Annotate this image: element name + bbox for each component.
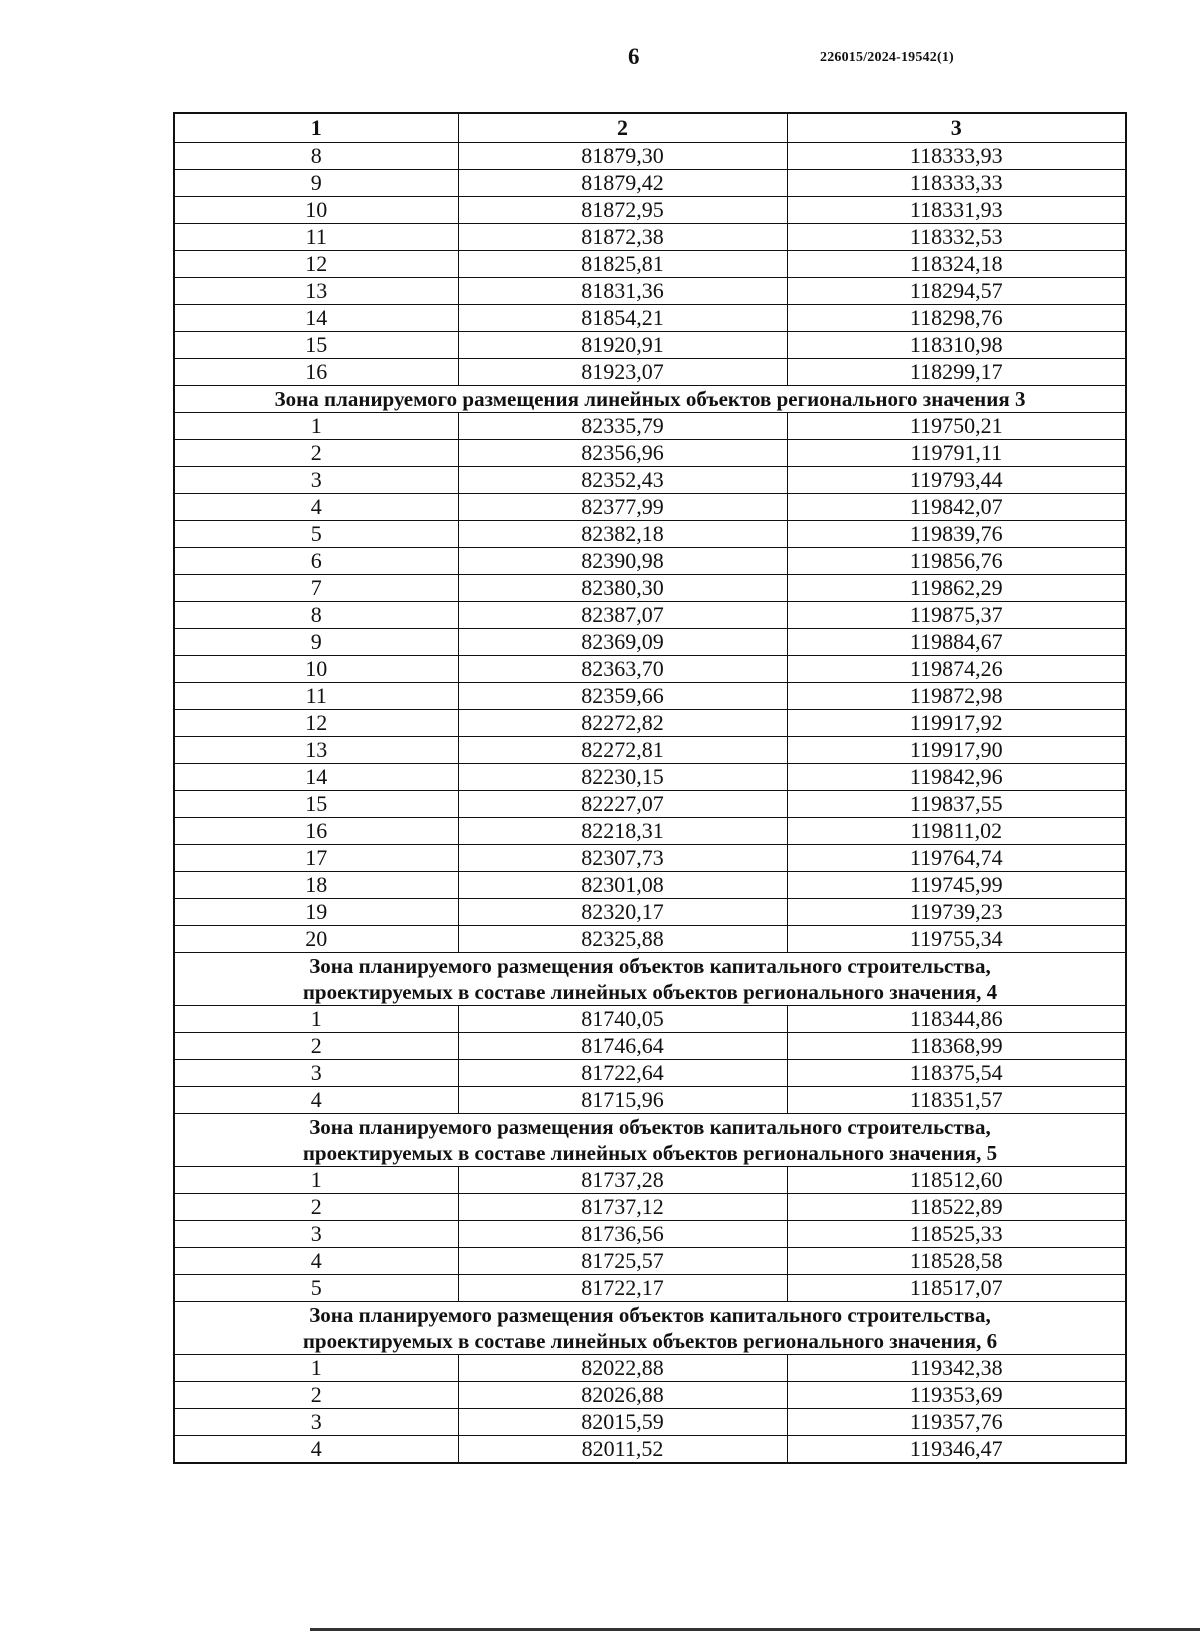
table-row: [174, 1167, 1126, 1194]
y-coordinate-cell: 118522,89: [787, 1194, 1126, 1221]
table-row: [174, 1194, 1126, 1221]
x-coordinate-cell: 82335,79: [458, 413, 787, 440]
x-coordinate-cell: 81923,07: [458, 359, 787, 386]
x-coordinate-cell: 81737,28: [458, 1167, 787, 1194]
x-coordinate-cell: 81725,57: [458, 1248, 787, 1275]
y-coordinate-cell: 119837,55: [787, 791, 1126, 818]
table-row: [174, 1355, 1126, 1382]
table-row: [174, 1248, 1126, 1275]
x-coordinate-cell: 82325,88: [458, 926, 787, 953]
y-coordinate-cell: 119917,92: [787, 710, 1126, 737]
table-row: [174, 1275, 1126, 1302]
document-id: 226015/2024-19542(1): [820, 50, 954, 65]
table-row: [174, 440, 1126, 467]
x-coordinate-cell: 81740,05: [458, 1006, 787, 1033]
zone-6-title: [174, 1302, 1126, 1355]
y-coordinate-cell: 119755,34: [787, 926, 1126, 953]
zone-4-title-line1: Зона планируемого размещения объектов капитального строительства,: [309, 954, 991, 978]
zone-title-row: [174, 386, 1126, 413]
zone-5-section: [174, 1114, 1126, 1167]
y-coordinate-cell: 119791,11: [787, 440, 1126, 467]
table-row: [174, 1033, 1126, 1060]
y-coordinate-cell: 119842,96: [787, 764, 1126, 791]
zone-6-section: [174, 1302, 1126, 1355]
point-number-cell: 1: [174, 1006, 458, 1033]
x-coordinate-cell: 82230,15: [458, 764, 787, 791]
zone-5-title-line1: Зона планируемого размещения объектов капитального строительства,: [309, 1115, 991, 1139]
x-coordinate-cell: 82301,08: [458, 872, 787, 899]
point-number-cell: 8: [174, 143, 458, 170]
scan-edge-line: [310, 1628, 1200, 1631]
point-number-cell: 19: [174, 899, 458, 926]
y-coordinate-cell: 119342,38: [787, 1355, 1126, 1382]
x-coordinate-cell: 81872,95: [458, 197, 787, 224]
zone-3-section: [174, 386, 1126, 413]
table-row: [174, 143, 1126, 170]
point-number-cell: 3: [174, 1221, 458, 1248]
point-number-cell: 12: [174, 251, 458, 278]
point-number-cell: 15: [174, 791, 458, 818]
point-number-cell: 2: [174, 1382, 458, 1409]
y-coordinate-cell: 118333,33: [787, 170, 1126, 197]
table-row: [174, 764, 1126, 791]
zone-6-title-line2: проектируемых в составе линейных объектов регионального значения, 6: [302, 1329, 998, 1353]
x-coordinate-cell: 82382,18: [458, 521, 787, 548]
table-row: [174, 197, 1126, 224]
zone-4-title-line2: проектируемых в составе линейных объектов регионального значения, 4: [302, 980, 998, 1004]
y-coordinate-cell: 119875,37: [787, 602, 1126, 629]
zone-4-title: [174, 953, 1126, 1006]
zone-6-title-line1: Зона планируемого размещения объектов капитального строительства,: [309, 1303, 991, 1327]
y-coordinate-cell: 119917,90: [787, 737, 1126, 764]
y-coordinate-cell: 119856,76: [787, 548, 1126, 575]
table-row: [174, 1221, 1126, 1248]
y-coordinate-cell: 119884,67: [787, 629, 1126, 656]
table-row: [174, 251, 1126, 278]
zone-3-title: Зона планируемого размещения линейных объектов регионального значения 3: [174, 386, 1126, 413]
x-coordinate-cell: 81715,96: [458, 1087, 787, 1114]
table-row: [174, 872, 1126, 899]
y-coordinate-cell: 118517,07: [787, 1275, 1126, 1302]
x-coordinate-cell: 82380,30: [458, 575, 787, 602]
point-number-cell: 2: [174, 1194, 458, 1221]
table-row: [174, 413, 1126, 440]
x-coordinate-cell: 81879,42: [458, 170, 787, 197]
table-row: [174, 170, 1126, 197]
y-coordinate-cell: 119811,02: [787, 818, 1126, 845]
table-row: [174, 683, 1126, 710]
point-number-cell: 9: [174, 170, 458, 197]
table-header-row: [174, 113, 1126, 143]
point-number-cell: 2: [174, 440, 458, 467]
x-coordinate-cell: 82377,99: [458, 494, 787, 521]
point-number-cell: 5: [174, 521, 458, 548]
page-number: 6: [628, 44, 640, 69]
zone-6-rows: [174, 1355, 1126, 1464]
point-number-cell: 6: [174, 548, 458, 575]
x-coordinate-cell: 82387,07: [458, 602, 787, 629]
point-number-cell: 14: [174, 764, 458, 791]
table-row: [174, 1436, 1126, 1464]
point-number-cell: 1: [174, 1355, 458, 1382]
table-row: [174, 1382, 1126, 1409]
point-number-cell: 1: [174, 1167, 458, 1194]
y-coordinate-cell: 118294,57: [787, 278, 1126, 305]
x-coordinate-cell: 81920,91: [458, 332, 787, 359]
y-coordinate-cell: 119839,76: [787, 521, 1126, 548]
point-number-cell: 17: [174, 845, 458, 872]
column-header-3: 3: [787, 113, 1126, 143]
y-coordinate-cell: 119346,47: [787, 1436, 1126, 1464]
column-header-2: 2: [458, 113, 787, 143]
point-number-cell: 10: [174, 656, 458, 683]
table-row: [174, 899, 1126, 926]
x-coordinate-cell: 82363,70: [458, 656, 787, 683]
x-coordinate-cell: 81872,38: [458, 224, 787, 251]
table-row: [174, 1087, 1126, 1114]
y-coordinate-cell: 119764,74: [787, 845, 1126, 872]
y-coordinate-cell: 119874,26: [787, 656, 1126, 683]
x-coordinate-cell: 81722,17: [458, 1275, 787, 1302]
y-coordinate-cell: 118512,60: [787, 1167, 1126, 1194]
zone-3-rows: [174, 413, 1126, 953]
table-row: [174, 305, 1126, 332]
y-coordinate-cell: 119357,76: [787, 1409, 1126, 1436]
table-row: [174, 1060, 1126, 1087]
y-coordinate-cell: 119353,69: [787, 1382, 1126, 1409]
x-coordinate-cell: 82022,88: [458, 1355, 787, 1382]
point-number-cell: 3: [174, 467, 458, 494]
y-coordinate-cell: 118332,53: [787, 224, 1126, 251]
y-coordinate-cell: 118525,33: [787, 1221, 1126, 1248]
table-row: [174, 521, 1126, 548]
table-row: [174, 575, 1126, 602]
x-coordinate-cell: 81737,12: [458, 1194, 787, 1221]
table-row: [174, 494, 1126, 521]
zone-title-row: [174, 953, 1126, 1006]
point-number-cell: 11: [174, 683, 458, 710]
x-coordinate-cell: 81854,21: [458, 305, 787, 332]
x-coordinate-cell: 82218,31: [458, 818, 787, 845]
point-number-cell: 7: [174, 575, 458, 602]
column-header-1: 1: [174, 113, 458, 143]
x-coordinate-cell: 81746,64: [458, 1033, 787, 1060]
table-row: [174, 467, 1126, 494]
y-coordinate-cell: 119793,44: [787, 467, 1126, 494]
x-coordinate-cell: 82369,09: [458, 629, 787, 656]
x-coordinate-cell: 82356,96: [458, 440, 787, 467]
y-coordinate-cell: 118528,58: [787, 1248, 1126, 1275]
table-row: [174, 224, 1126, 251]
point-number-cell: 1: [174, 413, 458, 440]
x-coordinate-cell: 82272,82: [458, 710, 787, 737]
point-number-cell: 16: [174, 818, 458, 845]
point-number-cell: 4: [174, 1436, 458, 1464]
y-coordinate-cell: 119750,21: [787, 413, 1126, 440]
y-coordinate-cell: 119872,98: [787, 683, 1126, 710]
y-coordinate-cell: 119745,99: [787, 872, 1126, 899]
zone-5-title-line2: проектируемых в составе линейных объектов регионального значения, 5: [302, 1141, 998, 1165]
table-row: [174, 1006, 1126, 1033]
x-coordinate-cell: 82320,17: [458, 899, 787, 926]
y-coordinate-cell: 118324,18: [787, 251, 1126, 278]
zone-title-row: [174, 1114, 1126, 1167]
x-coordinate-cell: 82307,73: [458, 845, 787, 872]
x-coordinate-cell: 82359,66: [458, 683, 787, 710]
x-coordinate-cell: 82015,59: [458, 1409, 787, 1436]
table-row: [174, 926, 1126, 953]
point-number-cell: 5: [174, 1275, 458, 1302]
table-row: [174, 359, 1126, 386]
point-number-cell: 13: [174, 737, 458, 764]
x-coordinate-cell: 82272,81: [458, 737, 787, 764]
point-number-cell: 10: [174, 197, 458, 224]
table-row: [174, 710, 1126, 737]
point-number-cell: 18: [174, 872, 458, 899]
point-number-cell: 11: [174, 224, 458, 251]
point-number-cell: 4: [174, 1087, 458, 1114]
y-coordinate-cell: 118333,93: [787, 143, 1126, 170]
table-row: [174, 548, 1126, 575]
point-number-cell: 3: [174, 1409, 458, 1436]
zone-5-title: [174, 1114, 1126, 1167]
table-row: [174, 656, 1126, 683]
y-coordinate-cell: 119862,29: [787, 575, 1126, 602]
point-number-cell: 13: [174, 278, 458, 305]
table-row: [174, 845, 1126, 872]
point-number-cell: 14: [174, 305, 458, 332]
table-row: [174, 602, 1126, 629]
x-coordinate-cell: 81736,56: [458, 1221, 787, 1248]
y-coordinate-cell: 118344,86: [787, 1006, 1126, 1033]
table-row: [174, 629, 1126, 656]
point-number-cell: 4: [174, 1248, 458, 1275]
table-row: [174, 332, 1126, 359]
initial-rows: [174, 143, 1126, 386]
zone-4-rows: [174, 1006, 1126, 1114]
y-coordinate-cell: 118298,76: [787, 305, 1126, 332]
x-coordinate-cell: 81825,81: [458, 251, 787, 278]
x-coordinate-cell: 81831,36: [458, 278, 787, 305]
y-coordinate-cell: 118375,54: [787, 1060, 1126, 1087]
point-number-cell: 2: [174, 1033, 458, 1060]
y-coordinate-cell: 118368,99: [787, 1033, 1126, 1060]
point-number-cell: 9: [174, 629, 458, 656]
point-number-cell: 4: [174, 494, 458, 521]
x-coordinate-cell: 82352,43: [458, 467, 787, 494]
y-coordinate-cell: 118299,17: [787, 359, 1126, 386]
point-number-cell: 3: [174, 1060, 458, 1087]
zone-4-section: [174, 953, 1126, 1006]
x-coordinate-cell: 82011,52: [458, 1436, 787, 1464]
y-coordinate-cell: 119739,23: [787, 899, 1126, 926]
x-coordinate-cell: 82227,07: [458, 791, 787, 818]
point-number-cell: 12: [174, 710, 458, 737]
x-coordinate-cell: 82390,98: [458, 548, 787, 575]
y-coordinate-cell: 118331,93: [787, 197, 1126, 224]
x-coordinate-cell: 82026,88: [458, 1382, 787, 1409]
x-coordinate-cell: 81879,30: [458, 143, 787, 170]
point-number-cell: 16: [174, 359, 458, 386]
zone-5-rows: [174, 1167, 1126, 1302]
table-row: [174, 791, 1126, 818]
point-number-cell: 15: [174, 332, 458, 359]
coordinates-table: [173, 112, 1127, 1464]
y-coordinate-cell: 118351,57: [787, 1087, 1126, 1114]
point-number-cell: 8: [174, 602, 458, 629]
y-coordinate-cell: 118310,98: [787, 332, 1126, 359]
table-row: [174, 737, 1126, 764]
zone-title-row: [174, 1302, 1126, 1355]
point-number-cell: 20: [174, 926, 458, 953]
table-row: [174, 278, 1126, 305]
table-row: [174, 818, 1126, 845]
y-coordinate-cell: 119842,07: [787, 494, 1126, 521]
x-coordinate-cell: 81722,64: [458, 1060, 787, 1087]
table-row: [174, 1409, 1126, 1436]
